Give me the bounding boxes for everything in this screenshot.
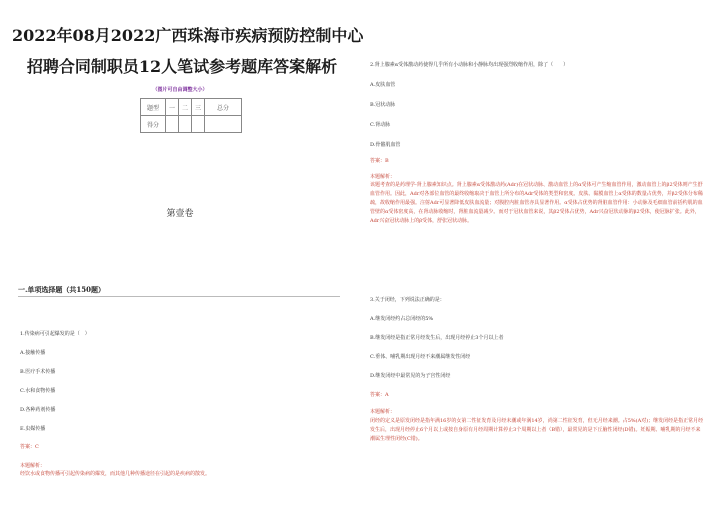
divider: [18, 296, 340, 297]
option-b: B.继发闭经是指正常月经发生后，出现月经停止3个月以上者: [370, 335, 504, 341]
question-stem: 2.肾上腺素α受体激动药使得几乎所有小动脉和小静脉均出现强烈收缩作用，除了（ ）: [370, 62, 569, 68]
explanation-heading: 本题解析：: [20, 463, 46, 469]
score-cell: [166, 116, 179, 133]
answer: 答案：C: [20, 444, 39, 450]
option-b: B.冠状动脉: [370, 102, 396, 108]
option-c: C.垂体、哺乳期出现月经不来潮属继发性闭经: [370, 354, 471, 360]
option-c: C.水和食物传播: [20, 388, 56, 394]
score-table: [140, 98, 242, 133]
option-a: A.接触传播: [20, 350, 46, 356]
option-d: D.骨骼肌血管: [370, 142, 401, 148]
score-cell: 题型: [141, 99, 166, 116]
right-column: [360, 0, 720, 508]
score-cell: 二: [179, 99, 192, 116]
score-table-header-row: [141, 99, 242, 116]
option-c: C.肾动脉: [370, 122, 391, 128]
answer: 答案：B: [370, 158, 389, 164]
document-title-line2: 招聘合同制职员12人笔试参考题库答案解析: [26, 57, 338, 76]
question-stem: 1.传染病可引起爆发的是（ ）: [20, 331, 90, 337]
question-stem: 3.关于闭经，下列说法正确的是：: [370, 297, 445, 303]
explanation-text: 闭经的定义是原发闭经是指年满16岁的女第二性征发育及月经未潮或年满14岁，尚第二性征发育，但无月经来潮。占5%(A对)；继发闭经是指正常月经发生后，出现月经停止6个月以上或按自身原有月经周期计算停止3个周期以上者（B错），最常见的是下丘脑性闭经(D错)。妊娠期、哺乳期的月经不来潮属生理性闭经(C错)。: [370, 418, 704, 442]
answer: 答案：A: [370, 392, 389, 398]
score-table-score-row: [141, 116, 242, 133]
option-a: A.皮肤血管: [370, 82, 396, 88]
explanation-text: 经饮水或食物传播可引起传染病的爆发，而其他几种传播途径在引起的是疾病的散发。: [20, 471, 211, 477]
option-e: E.虫媒传播: [20, 426, 46, 432]
option-b: B.医疗手术传播: [20, 369, 56, 375]
score-cell: [205, 116, 242, 133]
score-cell: 总分: [205, 99, 242, 116]
volume-title: 第壹卷: [166, 209, 194, 219]
option-a: A.继发闭经约占总闭经的5%: [370, 316, 434, 322]
document-title-line1: 2022年08月2022广西珠海市疾病预防控制中心: [12, 26, 364, 45]
option-d: D.继发闭经中最常见的为子宫性闭经: [370, 373, 451, 379]
score-cell: [179, 116, 192, 133]
explanation-heading: 本题解析：: [370, 174, 396, 180]
option-d: D.各种药剂传播: [20, 407, 56, 413]
score-cell: [192, 116, 205, 133]
score-cell: 得分: [141, 116, 166, 133]
score-cell: 三: [192, 99, 205, 116]
explanation-heading: 本题解析：: [370, 409, 396, 415]
score-cell: 一: [166, 99, 179, 116]
explanation-text: 该题考查的是药理学-肾上腺素知识点。肾上腺素α受体激动药(Adr)在冠状动脉、激动血管上的α受体可产生缩血管作用，激动血管上的β2受体则产生舒血管作用。因此，Adr对各部位血管的最终收缩取决于血管上所分布的Adr受体的类型和密度。皮肤、黏膜血管上α受体的数量占优势，并β2受体分布稀疏，故收缩作用最强。注射Adr可显著降低皮肤血流量；对腹腔内脏血管亦具显著作用。α受体占优势的肾脏血管作用：小动脉及毛细血管前括约肌的血管壁的α受体密度高，在肾动脉收缩时，肾脏血流量减少。而对于冠状血管来说，其β2受体占优势，Adr兴奋冠状动脉的β2受体，使冠脉扩张。此外，Adr兴奋冠状动脉上的β受体，舒张冠状动脉。: [370, 182, 703, 224]
part-title: 一.单项选择题（共150题）: [18, 285, 106, 294]
image-size-note: （图片可自由调整大小）: [152, 87, 208, 93]
